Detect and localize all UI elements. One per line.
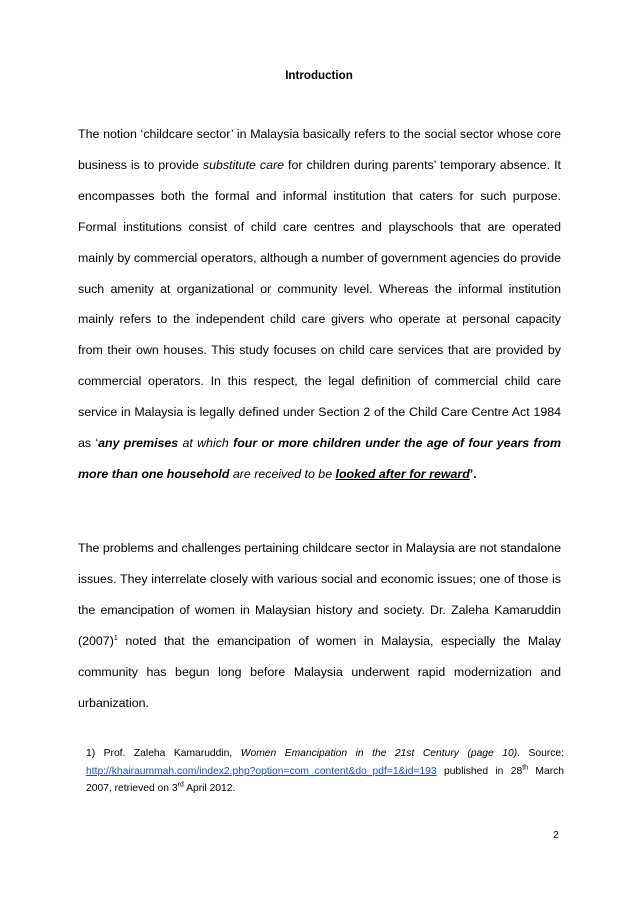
- definition-looked-after-for-reward: looked after for reward: [335, 466, 470, 481]
- paragraph2-text-tail: noted that the emancipation of women in Malaysia, especially the Malay community has begun long before Malaysia underwent rapid modernization and urbanization.: [78, 633, 561, 710]
- footnote-title: Women Emancipation in the 21st Century (page 10): [240, 748, 518, 759]
- paragraph-problems-challenges: [78, 533, 561, 718]
- paragraph1-text-tail: for children during parents’ temporary absence. It encompasses both the formal and informal institution that caters for such purpose. Formal institutions consist of child care centres and playschools that are operated mainly by commercial operators, although a number of government agencies do provide such amenity at organizational or community level. Whereas the informal institution mainly refers to the independent child care givers who operate at personal capacity from their own houses. This study focuses on child care services that are provided by commercial operators. In this respect, the legal definition of commercial child care service in Malaysia is legally defined under Section 2 of the Child Care Centre Act 1984 as ‘: [78, 157, 561, 451]
- footnote-prefix: 1) Prof. Zaleha Kamaruddin,: [86, 748, 241, 759]
- paragraph1-text: The notion ‘childcare sector’ in Malaysia basically refers to the social sector whose core business is to provide: [78, 127, 561, 172]
- footnote-retrieved-tail: April 2012.: [183, 783, 236, 795]
- definition-received: are received to be: [229, 466, 336, 481]
- footnote-published-suffix: th: [522, 764, 529, 772]
- footnote-source-label: . Source:: [517, 748, 564, 759]
- page-number: 2: [553, 829, 559, 841]
- footnote-retrieved-suffix: rd: [177, 781, 184, 789]
- emphasis-substitute-care: substitute care: [202, 157, 285, 172]
- definition-any-premises: any premises: [98, 436, 179, 451]
- definition-connector: at which: [178, 436, 234, 451]
- paragraph2-text: The problems and challenges pertaining childcare sector in Malaysia are not standalone issues. They interrelate closely with various social and economic issues; one of those is the emancipation of women in Malaysian history and society. Dr. Zaleha Kamaruddin (2007): [78, 541, 561, 648]
- definition-closing: ’.: [469, 466, 477, 481]
- footnote-published-tail: March 2007, retrieved on 3: [86, 765, 564, 795]
- footnote-url-link[interactable]: http://khairaummah.com/index2.php?option=com_content&do_pdf=1&id=193: [86, 765, 437, 777]
- footnote: [86, 745, 564, 798]
- definition-four-or-more-children: four or more children under the age of four years from more than one household: [78, 436, 562, 481]
- paragraph-childcare-sector: [78, 119, 561, 490]
- footnote-published: published in 28: [436, 765, 523, 777]
- footnote-reference: 1: [113, 634, 118, 642]
- section-heading: Introduction: [285, 69, 353, 82]
